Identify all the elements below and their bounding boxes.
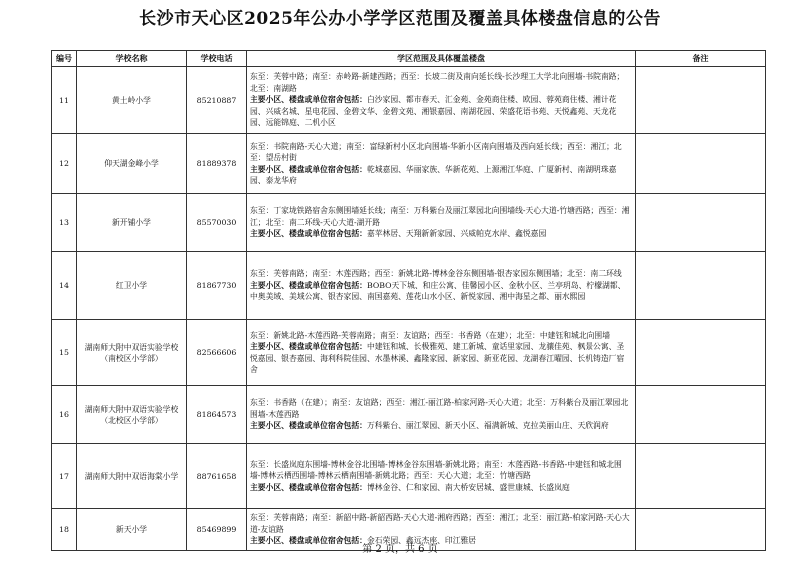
coverage-cell — [247, 252, 636, 320]
main-label: 主要小区、楼盘或单位宿舍包括： — [250, 342, 367, 352]
coverage-cell — [247, 67, 636, 134]
main-list: 万科紫台、丽江翠园、新天小区、福满新城、克拉美丽山庄、天欣润府 — [366, 421, 609, 431]
coverage-cell — [247, 386, 636, 444]
main-list: 嘉苹林居、天翔新新家园、兴威帕克水岸、鑫悦嘉园 — [366, 229, 547, 239]
school-phone: 81867730 — [187, 252, 247, 320]
school-phone: 82566606 — [187, 320, 247, 386]
school-name: 湖南师大附中双语实验学校（北校区小学部） — [77, 386, 187, 444]
main-label: 主要小区、楼盘或单位宿舍包括： — [250, 421, 367, 431]
main-label: 主要小区、楼盘或单位宿舍包括： — [250, 536, 367, 546]
coverage-cell — [247, 134, 636, 194]
school-name: 仰天湖金峰小学 — [77, 134, 187, 194]
school-phone: 85210887 — [187, 67, 247, 134]
main-label: 主要小区、楼盘或单位宿舍包括： — [250, 280, 367, 290]
note-cell — [636, 134, 766, 194]
row-num: 15 — [52, 320, 77, 386]
row-num: 12 — [52, 134, 77, 194]
school-phone: 88761658 — [187, 444, 247, 509]
row-num: 16 — [52, 386, 77, 444]
note-cell — [636, 444, 766, 509]
main-label: 主要小区、楼盘或单位宿舍包括： — [250, 164, 367, 174]
main-list: 乾城嘉园、华丽家族、华新花苑、上源湘江华庭、广厦新村、南湖明珠嘉园、泰龙华府 — [250, 164, 617, 185]
coverage-cell — [247, 444, 636, 509]
table-row — [52, 67, 766, 134]
school-phone: 81864573 — [187, 386, 247, 444]
header-phone: 学校电话 — [187, 51, 247, 67]
header-num: 编号 — [52, 51, 77, 67]
main-list: 中建钰和城、长极雅苑、建工新城、童话里家园、龙骧佳苑、枫景公寓、圣悦嘉园、银杏嘉园、海利科院佳园、水墨林溪、鑫隆家园、新家园、新亚花园、龙湖春江曜园、长机铸造厂宿舍 — [250, 342, 625, 374]
note-cell — [636, 252, 766, 320]
table-row — [52, 252, 766, 320]
main-label: 主要小区、楼盘或单位宿舍包括： — [250, 229, 367, 239]
boundary-text: 东至：书香路（在建）；南至：友谊路；西至：湘江-丽江路-柏家河路-天心大道；北至：万科紫台及丽江翠园北围墙-木莲西路 — [250, 398, 629, 419]
boundary-text: 东至：芙蓉南路；南至：木莲西路；西至：新姚北路-博林金谷东侧围墙-银杏家园东侧围墙；北至：南二环线 — [250, 269, 622, 279]
row-num: 17 — [52, 444, 77, 509]
school-name: 新开铺小学 — [77, 194, 187, 252]
table-row — [52, 320, 766, 386]
table-row — [52, 386, 766, 444]
note-cell — [636, 194, 766, 252]
row-num: 11 — [52, 67, 77, 134]
school-phone: 85469899 — [187, 509, 247, 551]
school-name: 湖南师大附中双语海棠小学 — [77, 444, 187, 509]
header-note: 备注 — [636, 51, 766, 67]
main-list: 白沙家园、都市春天、汇金苑、金苑商住楼、欧园、蓉苑商住楼、湘计花园、兴威名城、星电花园、金碧文华、金碧文苑、湘银嘉园、南湖花园、荣盛花语书苑、天悦鑫苑、天龙花园、远能锦庭、二机小区 — [250, 95, 617, 128]
school-district-table — [51, 50, 766, 551]
header-school-name: 学校名称 — [77, 51, 187, 67]
coverage-cell — [247, 194, 636, 252]
coverage-cell — [247, 320, 636, 386]
school-phone: 85570030 — [187, 194, 247, 252]
main-label: 主要小区、楼盘或单位宿舍包括： — [250, 482, 367, 492]
row-num: 18 — [52, 509, 77, 551]
page-title: 长沙市天心区2025年公办小学学区范围及覆盖具体楼盘信息的公告 — [139, 9, 661, 29]
main-list: 博林金谷、仁和家园、南大桥安居城、盛世康城、长盛岚庭 — [366, 482, 570, 492]
boundary-text: 东至：丁家垅铁路宿舍东侧围墙延长线；南至：万科紫台及丽江翠园北向围墙线-天心大道-竹塘西路；西至：湘江；北至：南二环线-天心大道-湖开路 — [250, 206, 630, 227]
row-num: 13 — [52, 194, 77, 252]
header-coverage: 学区范围及具体覆盖楼盘 — [247, 51, 636, 67]
boundary-text: 东至：芙蓉南路；南至：新韶中路-新韶西路-天心大道-湘府西路；西至：湘江；北至：丽江路-柏家河路-天心大道-友谊路 — [250, 513, 630, 534]
boundary-text: 东至：书院南路-天心大道；南至：富绿新村小区北向围墙-华新小区南向围墙及西向延长线；西至：湘江；北至：望岳村街 — [250, 141, 622, 163]
school-name: 湖南师大附中双语实验学校（南校区小学部） — [77, 320, 187, 386]
school-name: 黄土岭小学 — [77, 67, 187, 134]
table-row — [52, 194, 766, 252]
table-row — [52, 444, 766, 509]
boundary-text: 东至：芙蓉中路；南至：赤岭路-新建西路；西至：长坡二街及南向延长线-长沙理工大学北向围墙-书院南路；北至：南湖路 — [250, 72, 625, 93]
row-num: 14 — [52, 252, 77, 320]
note-cell — [636, 67, 766, 134]
note-cell — [636, 320, 766, 386]
main-label: 主要小区、楼盘或单位宿舍包括： — [250, 95, 367, 105]
page-footer: 第 2 页，共 6 页 — [362, 544, 438, 555]
main-list: 金石荣园、鑫远杰座、印江雅居 — [366, 536, 477, 546]
boundary-text: 东至：长盛岚庭东围墙-博林金谷北围墙-博林金谷东围墙-新姚北路；南至：木莲西路-书香路-中建钰和城北围墙-博林云栖西围墙-博林云栖南围墙-新姚北路；西至：天心大道；北至：竹塘西路 — [250, 459, 622, 481]
school-name: 红卫小学 — [77, 252, 187, 320]
boundary-text: 东至：新姚北路-木莲西路-芙蓉南路；南至：友谊路；西至：书香路（在建）；北至：中建钰和城北向围墙 — [250, 330, 611, 340]
school-name: 新天小学 — [77, 509, 187, 551]
note-cell — [636, 386, 766, 444]
school-phone: 81889378 — [187, 134, 247, 194]
table-header-row — [52, 51, 766, 67]
main-list: BOBO天下城、和庄公寓、佳馨园小区、金秋小区、兰亭玥岛、柠檬湖都、中奥美域、美域公寓、银杏家园、南国嘉苑、莲花山水小区、新悦家园、湘中海星之都、丽水熙园 — [250, 280, 626, 302]
table-row — [52, 134, 766, 194]
